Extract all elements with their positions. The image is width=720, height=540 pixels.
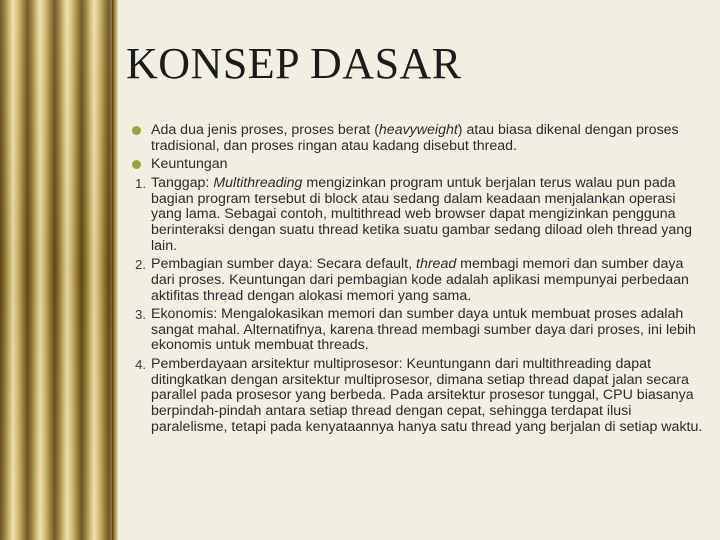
slide-title: KONSEP DASAR [126,39,462,88]
list-item: 3. Ekonomis: Mengalokasikan memori dan sumber daya untuk membuat proses adalah sangat mahal. Alternatifnya, karena thread membagi sumber daya dari proses, ini lebih ekonomis untuk membuat threads. [135,306,696,354]
slide-body [130,123,705,438]
list-item: Keuntungan [130,157,705,173]
list-item: Ada dua jenis proses, proses berat (heavyweight) atau biasa dikenal dengan proses tradisional, dan proses ringan atau kadang disebut thread. [130,123,705,154]
gold-stripe-border [0,0,112,540]
list-item: 2. Pembagian sumber daya: Secara default, thread membagi memori dan sumber daya dari proses. Keuntungan dari pembagian kode adalah aplikasi mempunyai perbedaan aktifitas thread dengan alokasi memori yang sama. [135,256,689,304]
bullet-dot-icon [132,160,141,169]
list-item: 1. Tanggap: Multithreading mengizinkan program untuk berjalan terus walau pun pada bagian program tersebut di block atau sedang dalam keadaan menjalankan operasi yang lama. Sebagai contoh, multithread web browser dapat mengizinkan pengguna berinteraksi dengan suatu thread ketika suatu gambar sedang diload oleh thread yang lain. [135,175,693,254]
list-item: 4. Pemberdayaan arsitektur multiprosesor: Keuntungann dari multithreading dapat ditingkatkan dengan arsitektur multiprosesor, dimana setiap thread dapat jalan secara parallel pada prosesor yang berbeda. Pada arsitektur prosesor tunggal, CPU biasanya berpindah-pindah antara setiap thread dengan cepat, sehingga terdapat ilusi paralelisme, tetapi pada kenyataannya hanya satu thread yang berjalan di setiap waktu. [135,356,703,435]
bullet-dot-icon [132,126,141,135]
